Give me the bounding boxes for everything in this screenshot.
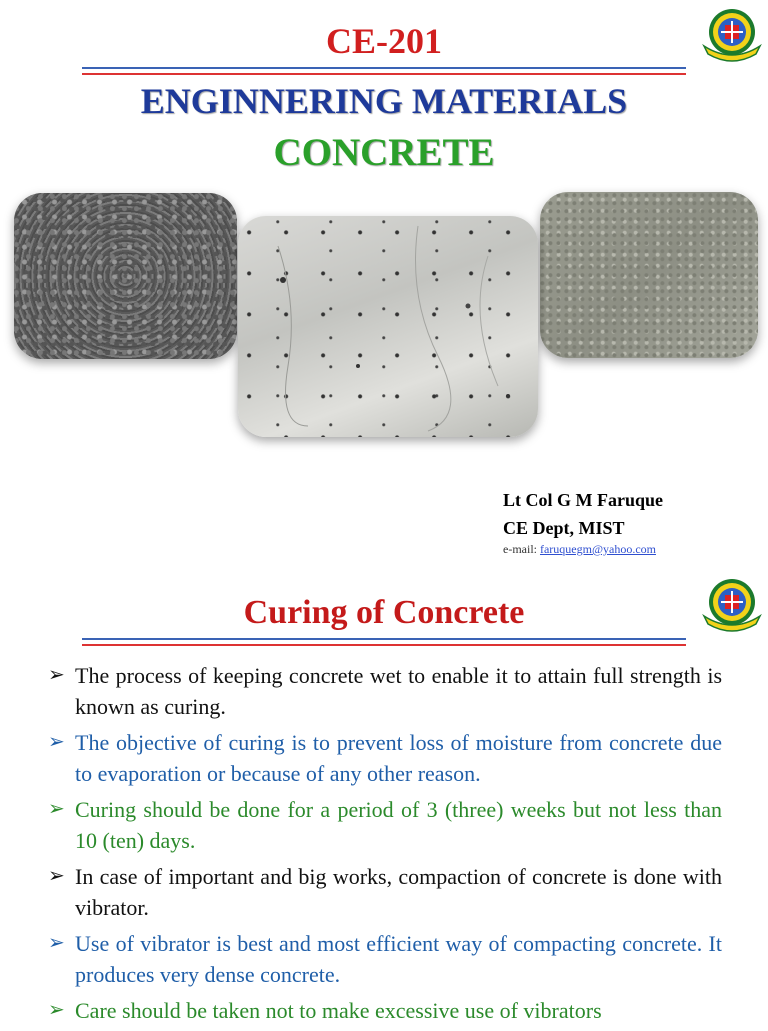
arrow-bullet-icon: ➢: [48, 999, 65, 1021]
section-rule-blue: [82, 638, 686, 640]
arrow-bullet-icon: ➢: [48, 798, 65, 820]
arrow-bullet-icon: ➢: [48, 664, 65, 686]
header-rule-blue: [82, 67, 686, 69]
mist-emblem-icon: [700, 6, 764, 64]
bullet-text: Curing should be done for a period of 3 (three) weeks but not less than 10 (ten) days.: [75, 797, 722, 853]
concrete-photo-coarse: [14, 193, 237, 359]
arrow-bullet-icon: ➢: [48, 865, 65, 887]
bullet-text: The process of keeping concrete wet to enable it to attain full strength is known as curing.: [75, 663, 722, 719]
list-item: [48, 660, 722, 722]
author-name: Lt Col G M Faruque: [503, 490, 663, 510]
author-email: [503, 542, 656, 557]
section-title: Curing of Concrete: [243, 594, 525, 631]
course-code: CE-201: [326, 21, 442, 61]
list-item: [48, 727, 722, 789]
author-dept: CE Dept, MIST: [503, 518, 625, 538]
bullet-list: [48, 660, 722, 1031]
author-block: [503, 486, 663, 542]
list-item: [48, 861, 722, 923]
slide-subtitle: CONCRETE: [273, 131, 495, 174]
bullet-text: Use of vibrator is best and most efficient way of compacting concrete. It produces very dense concrete.: [75, 931, 722, 987]
email-label: e-mail:: [503, 542, 540, 556]
bullet-text: In case of important and big works, compaction of concrete is done with vibrator.: [75, 864, 722, 920]
section-rule-red: [82, 644, 686, 646]
list-item: [48, 794, 722, 856]
concrete-photo-smooth: [540, 192, 758, 358]
email-link[interactable]: faruquegm@yahoo.com: [539, 542, 656, 556]
list-item: [48, 995, 722, 1026]
bullet-text: The objective of curing is to prevent loss of moisture from concrete due to evaporation or because of any other reason.: [75, 730, 722, 786]
concrete-photo-white: [238, 216, 538, 437]
mist-emblem-icon: [700, 576, 764, 634]
arrow-bullet-icon: ➢: [48, 932, 65, 954]
arrow-bullet-icon: ➢: [48, 731, 65, 753]
list-item: [48, 928, 722, 990]
header-rule-red: [82, 73, 686, 75]
bullet-text: Care should be taken not to make excessive use of vibrators: [75, 998, 602, 1023]
slide-title: ENGINNERING MATERIALS: [140, 81, 628, 121]
